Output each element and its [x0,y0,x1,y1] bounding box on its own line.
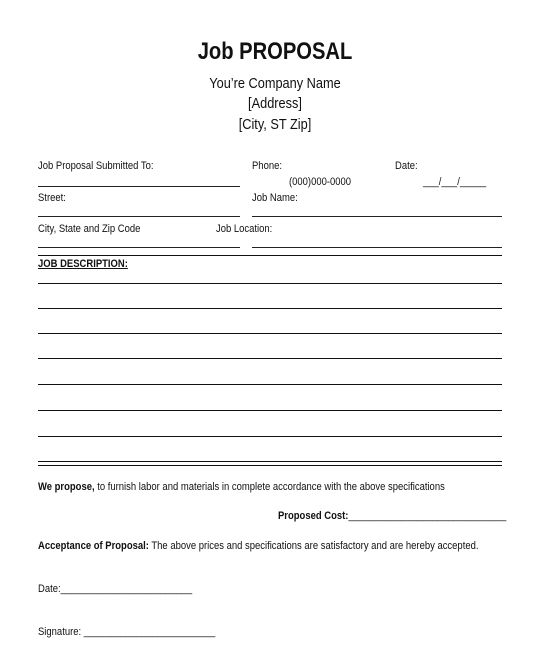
company-address: [Address] [248,96,302,112]
description-top-rule [38,255,502,256]
street-line[interactable] [38,216,240,217]
submitted-to-line[interactable] [38,186,240,187]
proposed-cost-blank[interactable]: ______________________________ [348,510,507,522]
description-line[interactable] [38,384,502,385]
date-label: Date: [395,160,418,172]
city-state-zip-label: City, State and Zip Code [38,223,141,235]
signature-blank[interactable]: _________________________ [83,626,216,638]
signature-label: Signature: [38,626,82,638]
document-title: Job PROPOSAL [197,38,353,65]
city-state-zip-line[interactable] [38,247,240,248]
we-propose-label: We propose, [38,481,95,493]
proposed-cost-label: Proposed Cost: [278,510,349,522]
date-value[interactable]: ___/___/_____ [423,176,487,188]
job-name-label: Job Name: [252,192,298,204]
description-line[interactable] [38,410,502,411]
job-description-label: JOB DESCRIPTION: [38,258,128,270]
phone-value[interactable]: (000)000-0000 [289,176,352,188]
description-line[interactable] [38,333,502,334]
description-line[interactable] [38,461,502,462]
footer-date-blank[interactable]: _________________________ [60,583,193,595]
job-location-label: Job Location: [216,223,273,235]
description-line[interactable] [38,308,502,309]
company-name: You’re Company Name [209,76,341,92]
acceptance-statement [38,540,478,552]
job-name-line[interactable] [252,216,502,217]
description-line[interactable] [38,358,502,359]
acceptance-label: Acceptance of Proposal: [38,540,149,552]
phone-label: Phone: [252,160,282,172]
signature-field[interactable] [38,626,215,638]
proposed-cost-field[interactable] [278,510,506,522]
description-line[interactable] [38,436,502,437]
acceptance-text: The above prices and specifications are satisfactory and are hereby accepted. [151,540,479,552]
description-bottom-rule [38,465,502,466]
street-label: Street: [38,192,66,204]
company-city: [City, ST Zip] [238,117,312,133]
we-propose-statement [38,481,445,493]
job-location-line[interactable] [252,247,502,248]
footer-date-label: Date: [38,583,61,595]
footer-date-field[interactable] [38,583,192,595]
we-propose-text: to furnish labor and materials in complete accordance with the above specifications [97,481,445,493]
description-line[interactable] [38,283,502,284]
submitted-to-label: Job Proposal Submitted To: [38,160,154,172]
